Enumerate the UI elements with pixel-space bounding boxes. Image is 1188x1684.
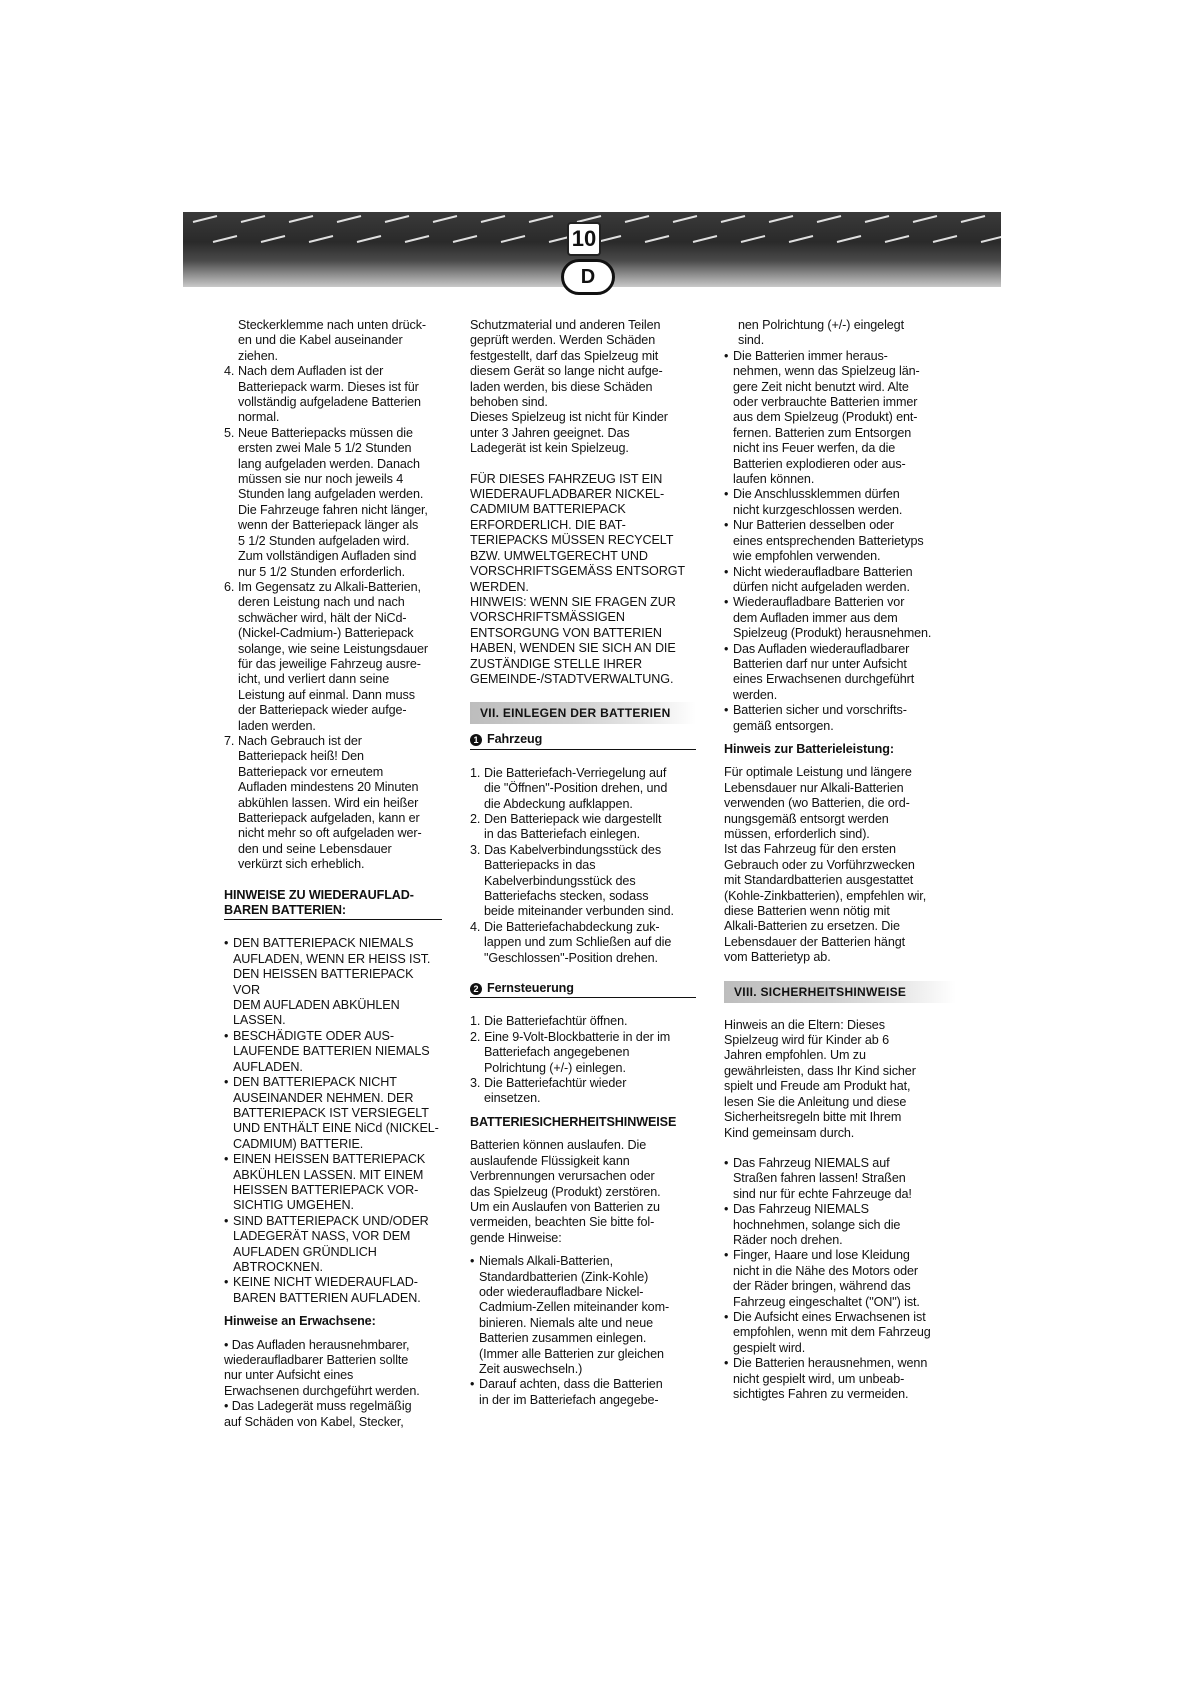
- caps-bullet: • DEN BATTERIEPACK NICHT AUSEINANDER NEHMEN. DER BATTERIEPACK IST VERSIEGELT UND ENTHÄLT EINE NiCd (NICKEL- CADMIUM) BATTERIE.: [224, 1075, 442, 1152]
- text-line: Nach Gebrauch ist der: [238, 733, 362, 748]
- text-line: Spielzeug wird für Kinder ab 6: [724, 1033, 890, 1048]
- battery-bullet: • Wiederaufladbare Batterien vor dem Aufladen immer aus dem Spielzeug (Produkt) herausnehmen.: [724, 595, 956, 641]
- text-line: Das Fahrzeug NIEMALS auf: [733, 1155, 890, 1170]
- text-line: "Geschlossen"-Position drehen.: [484, 950, 658, 965]
- safety-bullet: • Niemals Alkali-Batterien, Standardbatterien (Zink-Kohle) oder wiederaufladbare Nickel- Cadmium-Zellen miteinander kom- binieren. Niemals alte und neue Batterien zusammen einlegen. (Immer alle Batterien zur gleichen Zeit auswechseln.): [470, 1254, 696, 1377]
- text-line: das Spielzeug (Produkt) zerstören.: [470, 1184, 661, 1199]
- text-line: AUSEINANDER NEHMEN. DER: [233, 1090, 414, 1105]
- text-line: Zum vollständigen Aufladen sind: [238, 549, 417, 564]
- text-line: • Das Ladegerät muss regelmäßig: [224, 1399, 412, 1414]
- text-line: Batteriepack warm. Dieses ist für: [238, 379, 419, 394]
- text-line: Im Gegensatz zu Alkali-Batterien,: [238, 579, 421, 594]
- battery-performance-heading: Hinweis zur Batterieleistung:: [724, 741, 894, 756]
- text-line: nicht in die Nähe des Motors oder: [733, 1263, 919, 1278]
- battery-bullet: • Die Anschlussklemmen dürfen nicht kurzgeschlossen werden.: [724, 487, 956, 518]
- text-line: abkühlen lassen. Wird ein heißer: [238, 795, 419, 810]
- heading-text: Fahrzeug: [487, 732, 543, 747]
- text-line: BATTERIEPACK IST VERSIEGELT: [233, 1105, 429, 1120]
- text-line: SICHTIG UMGEHEN.: [233, 1198, 354, 1213]
- text-line: Nach dem Aufladen ist der: [238, 364, 384, 379]
- text-line: 5 1/2 Stunden aufgeladen wird.: [238, 533, 410, 548]
- text-line: Alkali-Batterien zu ersetzen. Die: [724, 919, 900, 934]
- text-line: CADMIUM BATTERIEPACK: [470, 502, 626, 517]
- safety-rule-bullet: • Die Aufsicht eines Erwachsenen ist empfohlen, wenn mit dem Fahrzeug gespielt wird.: [724, 1310, 956, 1356]
- text-line: Batteriepacks in das: [484, 858, 596, 873]
- text-line: ENTSORGUNG VON BATTERIEN: [470, 625, 662, 640]
- text-line: Cadmium-Zellen miteinander kom-: [479, 1300, 670, 1315]
- caps-bullet: • DEN BATTERIEPACK NIEMALS AUFLADEN, WENN ER HEISS IST. DEN HEISSEN BATTERIEPACK VOR DEM AUFLADEN ABKÜHLEN LASSEN.: [224, 936, 442, 1028]
- text-line: müssen, erforderlich sind).: [724, 827, 870, 841]
- text-line: eines entsprechenden Batterietyps: [733, 533, 924, 548]
- text-line: Batterien zusammen einlegen.: [479, 1331, 647, 1346]
- battery-bullet: • Das Aufladen wiederaufladbarer Batterien darf nur unter Aufsicht eines Erwachsenen durchgeführt werden.: [724, 642, 956, 704]
- caps-bullet: • KEINE NICHT WIEDERAUFLAD- BAREN BATTERIEN AUFLADEN.: [224, 1275, 442, 1306]
- text-line: • Das Aufladen herausnehmbarer,: [224, 1337, 410, 1352]
- text-line: Batteriefach angegebenen: [484, 1045, 630, 1060]
- text-line: in das Batteriefach einlegen.: [484, 827, 641, 842]
- text-line: wiederaufladbarer Batterien sollte: [224, 1353, 409, 1367]
- text-line: für das jeweilige Fahrzeug ausre-: [238, 656, 421, 671]
- text-line: nur unter Aufsicht eines: [224, 1368, 354, 1383]
- text-line: Die Batteriefachtür öffnen.: [484, 1014, 628, 1029]
- text-line: LAUFENDE BATTERIEN NIEMALS: [233, 1044, 430, 1059]
- continued-bullet: [724, 318, 956, 349]
- text-line: schwächer wird, hält der NiCd-: [238, 610, 407, 625]
- battery-bullet: • Batterien sicher und vorschrifts- gemäß entsorgen.: [724, 703, 956, 734]
- text-line: Die Batteriefach-Verriegelung auf: [484, 765, 667, 780]
- battery-bullet: • Nur Batterien desselben oder eines entsprechenden Batterietyps wie empfohlen verwenden.: [724, 518, 956, 564]
- text-line: Die Batteriefachtür wieder: [484, 1076, 627, 1091]
- text-line: nicht ins Feuer werfen, da die: [733, 441, 896, 456]
- text-line: in der im Batteriefach angegebe-: [479, 1392, 659, 1407]
- recycling-caps-block: [470, 472, 696, 688]
- text-line: Darauf achten, dass die Batterien: [479, 1377, 663, 1392]
- text-line: festgestellt, darf das Spielzeug mit: [470, 348, 659, 363]
- text-line: en und die Kabel auseinander: [238, 333, 403, 348]
- text-line: Um ein Auslaufen von Batterien zu: [470, 1199, 660, 1214]
- text-line: Batteriepack heiß! Den: [238, 749, 364, 764]
- text-line: ZUSTÄNDIGE STELLE IHRER: [470, 656, 642, 671]
- heading-line: BAREN BATTERIEN:: [224, 903, 347, 918]
- text-line: UND ENTHÄLT EINE NiCd (NICKEL-: [233, 1121, 439, 1136]
- text-line: fernen. Batterien zum Entsorgen: [733, 425, 912, 440]
- text-line: Das Fahrzeug NIEMALS: [733, 1202, 869, 1217]
- safety-rule-bullet: • Die Batterien herausnehmen, wenn nicht gespielt wird, um unbeab- sichtigtes Fahren zu vermeiden.: [724, 1356, 956, 1402]
- text-line: Stunden lang aufgeladen werden.: [238, 487, 424, 502]
- section-viii-banner: VIII. SICHERHEITSHINWEISE: [724, 981, 956, 1003]
- text-line: EINEN HEISSEN BATTERIEPACK: [233, 1152, 426, 1167]
- number-one-icon: 1: [470, 734, 482, 746]
- vehicle-heading: [470, 732, 696, 749]
- step-number: 5.: [224, 425, 235, 440]
- battery-safety-intro: [470, 1138, 696, 1246]
- heading-text: Fernsteuerung: [487, 981, 574, 996]
- number-two-icon: 2: [470, 983, 482, 995]
- language-badge: D: [561, 259, 615, 295]
- text-line: Verbrennungen verursachen oder: [470, 1169, 655, 1184]
- safety-rule-bullet: • Das Fahrzeug NIEMALS hochnehmen, solange sich die Räder noch drehen.: [724, 1202, 956, 1248]
- text-line: Räder noch drehen.: [733, 1232, 843, 1247]
- step-number: 4.: [224, 364, 235, 379]
- text-line: aus dem Spielzeug (Produkt) ent-: [733, 410, 918, 425]
- text-line: Finger, Haare und lose Kleidung: [733, 1248, 910, 1263]
- text-line: verwenden (wo Batterien, die ord-: [724, 796, 910, 811]
- remote-step-3: [470, 1076, 696, 1107]
- text-line: Ladegerät ist kein Spielzeug.: [470, 441, 629, 456]
- step-number: 6.: [224, 579, 235, 594]
- remote-step-2: [470, 1030, 696, 1076]
- text-line: HINWEIS: WENN SIE FRAGEN ZUR: [470, 594, 676, 609]
- caps-bullet: • BESCHÄDIGTE ODER AUS- LAUFENDE BATTERIEN NIEMALS AUFLADEN.: [224, 1029, 442, 1075]
- text-line: ziehen.: [238, 348, 278, 363]
- text-line: wenn der Batteriepack länger als: [238, 518, 419, 533]
- text-line: gende Hinweise:: [470, 1230, 562, 1245]
- text-line: der Batteriepack wieder aufge-: [238, 703, 407, 718]
- text-line: einsetzen.: [484, 1091, 541, 1106]
- column-1: [224, 318, 442, 1430]
- vehicle-step-4: [470, 920, 696, 966]
- text-line: DEN HEISSEN BATTERIEPACK VOR: [233, 967, 414, 997]
- text-line: lesen Sie die Anleitung und diese: [724, 1094, 907, 1109]
- step-5: [224, 426, 442, 580]
- text-line: Gebrauch oder zu Vorführzwecken: [724, 857, 915, 872]
- text-line: Lebensdauer nur Alkali-Batterien: [724, 780, 904, 795]
- text-line: Den Batteriepack wie dargestellt: [484, 811, 662, 826]
- text-line: (Immer alle Batterien zur gleichen: [479, 1346, 664, 1361]
- text-line: TERIEPACKS MÜSSEN RECYCELT: [470, 533, 674, 548]
- text-line: Polrichtung (+/-) einlegen.: [484, 1060, 626, 1075]
- text-line: die Abdeckung aufklappen.: [484, 796, 633, 811]
- text-line: Nur Batterien desselben oder: [733, 518, 895, 533]
- text-line: (Kohle-Zinkbatterien), empfehlen wir,: [724, 888, 927, 903]
- step-number: 1.: [470, 1014, 481, 1029]
- text-line: den und seine Lebensdauer: [238, 841, 392, 856]
- text-line: Batterien sicher und vorschrifts-: [733, 703, 907, 718]
- text-line: Batterien können auslaufen. Die: [470, 1138, 647, 1153]
- text-line: hochnehmen, solange sich die: [733, 1217, 901, 1232]
- text-line: werden.: [733, 687, 778, 702]
- text-line: Kabelverbindungsstück des: [484, 873, 636, 888]
- safety-bullet: • Darauf achten, dass die Batterien in der im Batteriefach angegebe-: [470, 1377, 696, 1408]
- text-line: gewährleisten, dass Ihr Kind sicher: [724, 1063, 916, 1078]
- step-number: 7.: [224, 733, 235, 748]
- continued-step: [224, 318, 442, 364]
- text-line: diesem Gerät so lange nicht aufge-: [470, 364, 663, 379]
- text-line: nicht kurzgeschlossen werden.: [733, 502, 903, 517]
- text-line: Die Fahrzeuge fahren nicht länger,: [238, 502, 428, 517]
- text-line: laden werden.: [238, 718, 316, 733]
- step-number: 2.: [470, 1029, 481, 1044]
- section-vii-banner: VII. EINLEGEN DER BATTERIEN: [470, 702, 696, 724]
- text-line: Leistung auf einmal. Dann muss: [238, 687, 415, 702]
- text-line: nungsgemäß entsorgt werden: [724, 811, 889, 826]
- text-line: Hinweis an die Eltern: Dieses: [724, 1017, 885, 1032]
- text-line: AUFLADEN, WENN ER HEISS IST.: [233, 951, 431, 966]
- text-line: Erwachsenen durchgeführt werden.: [224, 1383, 420, 1398]
- text-line: BESCHÄDIGTE ODER AUS-: [233, 1028, 394, 1043]
- text-line: WERDEN.: [470, 579, 529, 594]
- text-line: laden werden, bis diese Schäden: [470, 379, 653, 394]
- text-line: nen Polrichtung (+/-) eingelegt: [738, 318, 904, 332]
- text-line: nicht mehr so oft aufgeladen wer-: [238, 826, 422, 841]
- text-line: ERFORDERLICH. DIE BAT-: [470, 517, 626, 532]
- text-line: Spielzeug (Produkt) herausnehmen.: [733, 626, 932, 641]
- text-line: Die Anschlussklemmen dürfen: [733, 487, 900, 502]
- page-number: 10: [567, 222, 601, 256]
- text-line: dürfen nicht aufgeladen werden.: [733, 579, 910, 594]
- text-line: beide miteinander verbunden sind.: [484, 904, 674, 919]
- text-line: FÜR DIESES FAHRZEUG IST EIN: [470, 471, 663, 486]
- text-line: Batterien darf nur unter Aufsicht: [733, 656, 907, 671]
- text-line: verkürzt sich erheblich.: [238, 857, 365, 872]
- text-line: HABEN, WENDEN SIE SICH AN DIE: [470, 641, 676, 656]
- parents-paragraph: [724, 1018, 956, 1141]
- battery-bullet: • Nicht wiederaufladbare Batterien dürfen nicht aufgeladen werden.: [724, 565, 956, 596]
- text-line: Sicherheitsregeln bitte mit Ihrem: [724, 1110, 902, 1125]
- text-line: HEISSEN BATTERIEPACK VOR-: [233, 1182, 419, 1197]
- text-line: ersten zwei Male 5 1/2 Stunden: [238, 441, 412, 456]
- vehicle-step-1: [470, 766, 696, 812]
- text-line: LADEGERÄT NASS, VOR DEM: [233, 1229, 411, 1244]
- text-line: Die Batterien immer heraus-: [733, 348, 888, 363]
- text-line: GEMEINDE-/STADTVERWALTUNG.: [470, 671, 674, 686]
- text-line: vollständig aufgeladene Batterien: [238, 395, 421, 410]
- column-2: [470, 318, 696, 1408]
- text-line: oder verbrauchte Batterien immer: [733, 395, 918, 410]
- text-line: Fahrzeug eingeschaltet ("ON") ist.: [733, 1294, 920, 1309]
- text-line: Niemals Alkali-Batterien,: [479, 1254, 613, 1269]
- text-line: eines Erwachsenen durchgeführt: [733, 672, 915, 687]
- text-line: wie empfohlen verwenden.: [733, 549, 881, 564]
- text-line: Nicht wiederaufladbare Batterien: [733, 564, 913, 579]
- text-line: ABTROCKNEN.: [233, 1259, 323, 1274]
- text-line: KEINE NICHT WIEDERAUFLAD-: [233, 1275, 418, 1290]
- text-line: BAREN BATTERIEN AUFLADEN.: [233, 1290, 421, 1305]
- text-line: gespielt wird.: [733, 1340, 806, 1355]
- safety-rule-bullet: • Das Fahrzeug NIEMALS auf Straßen fahren lassen! Straßen sind nur für echte Fahrzeuge da!: [724, 1156, 956, 1202]
- step-number: 3.: [470, 1076, 481, 1091]
- step-number: 3.: [470, 842, 481, 857]
- text-line: ABKÜHLEN LASSEN. MIT EINEM: [233, 1167, 424, 1182]
- text-line: VORSCHRIFTSGEMÄSS ENTSORGT: [470, 564, 686, 579]
- text-line: gemäß entsorgen.: [733, 718, 834, 733]
- text-line: vom Batterietyp ab.: [724, 950, 831, 965]
- adults-heading: Hinweise an Erwachsene:: [224, 1314, 376, 1329]
- text-line: geprüft werden. Werden Schäden: [470, 333, 656, 348]
- text-line: Batteriepack vor erneutem: [238, 764, 384, 779]
- text-line: empfohlen, wenn mit dem Fahrzeug: [733, 1325, 931, 1340]
- text-line: LASSEN.: [233, 1013, 286, 1028]
- text-line: unter 3 Jahren geeignet. Das: [470, 425, 630, 440]
- text-line: nehmen, wenn das Spielzeug län-: [733, 364, 920, 379]
- safety-rule-bullet: • Finger, Haare und lose Kleidung nicht in die Nähe des Motors oder der Räder bringen, während das Fahrzeug eingeschaltet ("ON") ist.: [724, 1248, 956, 1310]
- step-number: 4.: [470, 919, 481, 934]
- text-line: Eine 9-Volt-Blockbatterie in der im: [484, 1029, 671, 1044]
- text-line: icht, und verliert dann seine: [238, 672, 390, 687]
- text-line: Ist das Fahrzeug für den ersten: [724, 842, 896, 857]
- text-line: AUFLADEN.: [233, 1059, 303, 1074]
- battery-bullet: • Die Batterien immer heraus- nehmen, wenn das Spielzeug län- gere Zeit nicht benutzt wird. Alte oder verbrauchte Batterien immer aus dem Spielzeug (Produkt) ent- fernen. Batterien zum Entsorgen nicht ins Feuer werfen, da die Batterien explodieren oder aus- laufen können.: [724, 349, 956, 488]
- text-line: DEN BATTERIEPACK NIEMALS: [233, 936, 414, 951]
- caps-bullet: • EINEN HEISSEN BATTERIEPACK ABKÜHLEN LASSEN. MIT EINEM HEISSEN BATTERIEPACK VOR- SICHTIG UMGEHEN.: [224, 1152, 442, 1214]
- text-line: sind.: [738, 333, 765, 348]
- text-line: nur 5 1/2 Stunden erforderlich.: [238, 564, 406, 579]
- step-number: 1.: [470, 765, 481, 780]
- text-line: Batterien explodieren oder aus-: [733, 456, 906, 471]
- battery-safety-heading: BATTERIESICHERHEITSHINWEISE: [470, 1114, 677, 1129]
- text-line: binieren. Niemals alte und neue: [479, 1315, 654, 1330]
- vehicle-step-3: [470, 843, 696, 920]
- text-line: Das Aufladen wiederaufladbarer: [733, 641, 910, 656]
- text-line: Dieses Spielzeug ist nicht für Kinder: [470, 410, 668, 425]
- text-line: Neue Batteriepacks müssen die: [238, 425, 413, 440]
- text-line: müssen sie nur noch jeweils 4: [238, 472, 404, 487]
- column-3: [724, 318, 956, 1402]
- remote-step-1: [470, 1014, 696, 1029]
- text-line: (Nickel-Cadmium-) Batteriepack: [238, 626, 414, 641]
- text-line: BZW. UMWELTGERECHT UND: [470, 548, 648, 563]
- text-line: solange, wie seine Leistungsdauer: [238, 641, 428, 656]
- text-line: auf Schäden von Kabel, Stecker,: [224, 1414, 404, 1429]
- text-line: nicht gespielt wird, um unbeab-: [733, 1371, 905, 1386]
- text-line: Straßen fahren lassen! Straßen: [733, 1171, 906, 1186]
- text-line: die "Öffnen"-Position drehen, und: [484, 781, 668, 796]
- text-line: dem Aufladen immer aus dem: [733, 610, 898, 625]
- text-line: DEN BATTERIEPACK NICHT: [233, 1075, 397, 1090]
- text-line: diese Batterien wenn nötig mit: [724, 904, 890, 919]
- text-line: CADMIUM) BATTERIE.: [233, 1136, 364, 1151]
- text-line: Lebensdauer der Batterien hängt: [724, 934, 906, 949]
- recharge-heading: [224, 888, 442, 921]
- text-line: deren Leistung nach und nach: [238, 595, 405, 610]
- text-line: spielt und Freude am Produkt hat,: [724, 1079, 911, 1094]
- text-line: AUFLADEN GRÜNDLICH: [233, 1244, 377, 1259]
- text-line: vermeiden, beachten Sie bitte fol-: [470, 1215, 655, 1230]
- text-line: SIND BATTERIEPACK UND/ODER: [233, 1213, 429, 1228]
- text-line: behoben sind.: [470, 395, 548, 410]
- remote-heading: [470, 981, 696, 998]
- vehicle-step-2: [470, 812, 696, 843]
- charger-paragraph: [470, 318, 696, 457]
- text-line: Das Kabelverbindungsstück des: [484, 842, 662, 857]
- text-line: sichtigtes Fahren zu vermeiden.: [733, 1387, 909, 1401]
- text-line: Batteriepack aufgeladen, kann er: [238, 811, 420, 825]
- text-line: lang aufgeladen werden. Danach: [238, 456, 420, 471]
- battery-performance-paragraph: [724, 765, 956, 965]
- text-line: Für optimale Leistung und längere: [724, 765, 912, 780]
- text-line: WIEDERAUFLADBARER NICKEL-: [470, 487, 665, 502]
- text-line: lappen und zum Schließen auf die: [484, 935, 672, 950]
- text-line: VORSCHRIFTSMÄSSIGEN: [470, 610, 625, 625]
- text-line: Aufladen mindestens 20 Minuten: [238, 780, 419, 795]
- text-line: auslaufende Flüssigkeit kann: [470, 1153, 630, 1168]
- text-line: Wiederaufladbare Batterien vor: [733, 595, 905, 610]
- text-line: der Räder bringen, während das: [733, 1279, 911, 1294]
- caps-bullet: • SIND BATTERIEPACK UND/ODER LADEGERÄT NASS, VOR DEM AUFLADEN GRÜNDLICH ABTROCKNEN.: [224, 1214, 442, 1276]
- step-4: [224, 364, 442, 426]
- text-line: Die Batterien herausnehmen, wenn: [733, 1356, 928, 1371]
- step-number: 2.: [470, 811, 481, 826]
- text-line: Die Batteriefachabdeckung zuk-: [484, 919, 660, 934]
- text-line: Schutzmaterial und anderen Teilen: [470, 318, 661, 332]
- step-7: [224, 734, 442, 873]
- step-6: [224, 580, 442, 734]
- text-line: laufen können.: [733, 472, 815, 487]
- text-line: Jahren empfohlen. Um zu: [724, 1048, 866, 1063]
- text-line: Standardbatterien (Zink-Kohle): [479, 1269, 649, 1284]
- text-line: Kind gemeinsam durch.: [724, 1125, 855, 1140]
- text-line: gere Zeit nicht benutzt wird. Alte: [733, 379, 909, 394]
- text-line: mit Standardbatterien ausgestattet: [724, 873, 914, 888]
- text-line: normal.: [238, 410, 280, 425]
- text-line: DEM AUFLADEN ABKÜHLEN: [233, 998, 400, 1013]
- text-line: Zeit auswechseln.): [479, 1361, 583, 1376]
- text-line: sind nur für echte Fahrzeuge da!: [733, 1186, 912, 1201]
- text-line: Die Aufsicht eines Erwachsenen ist: [733, 1309, 926, 1324]
- heading-line: HINWEISE ZU WIEDERAUFLAD-: [224, 887, 414, 902]
- text-line: Batteriefachs stecken, sodass: [484, 889, 649, 903]
- text-line: Steckerklemme nach unten drück-: [238, 318, 426, 332]
- text-line: oder wiederaufladbare Nickel-: [479, 1284, 644, 1299]
